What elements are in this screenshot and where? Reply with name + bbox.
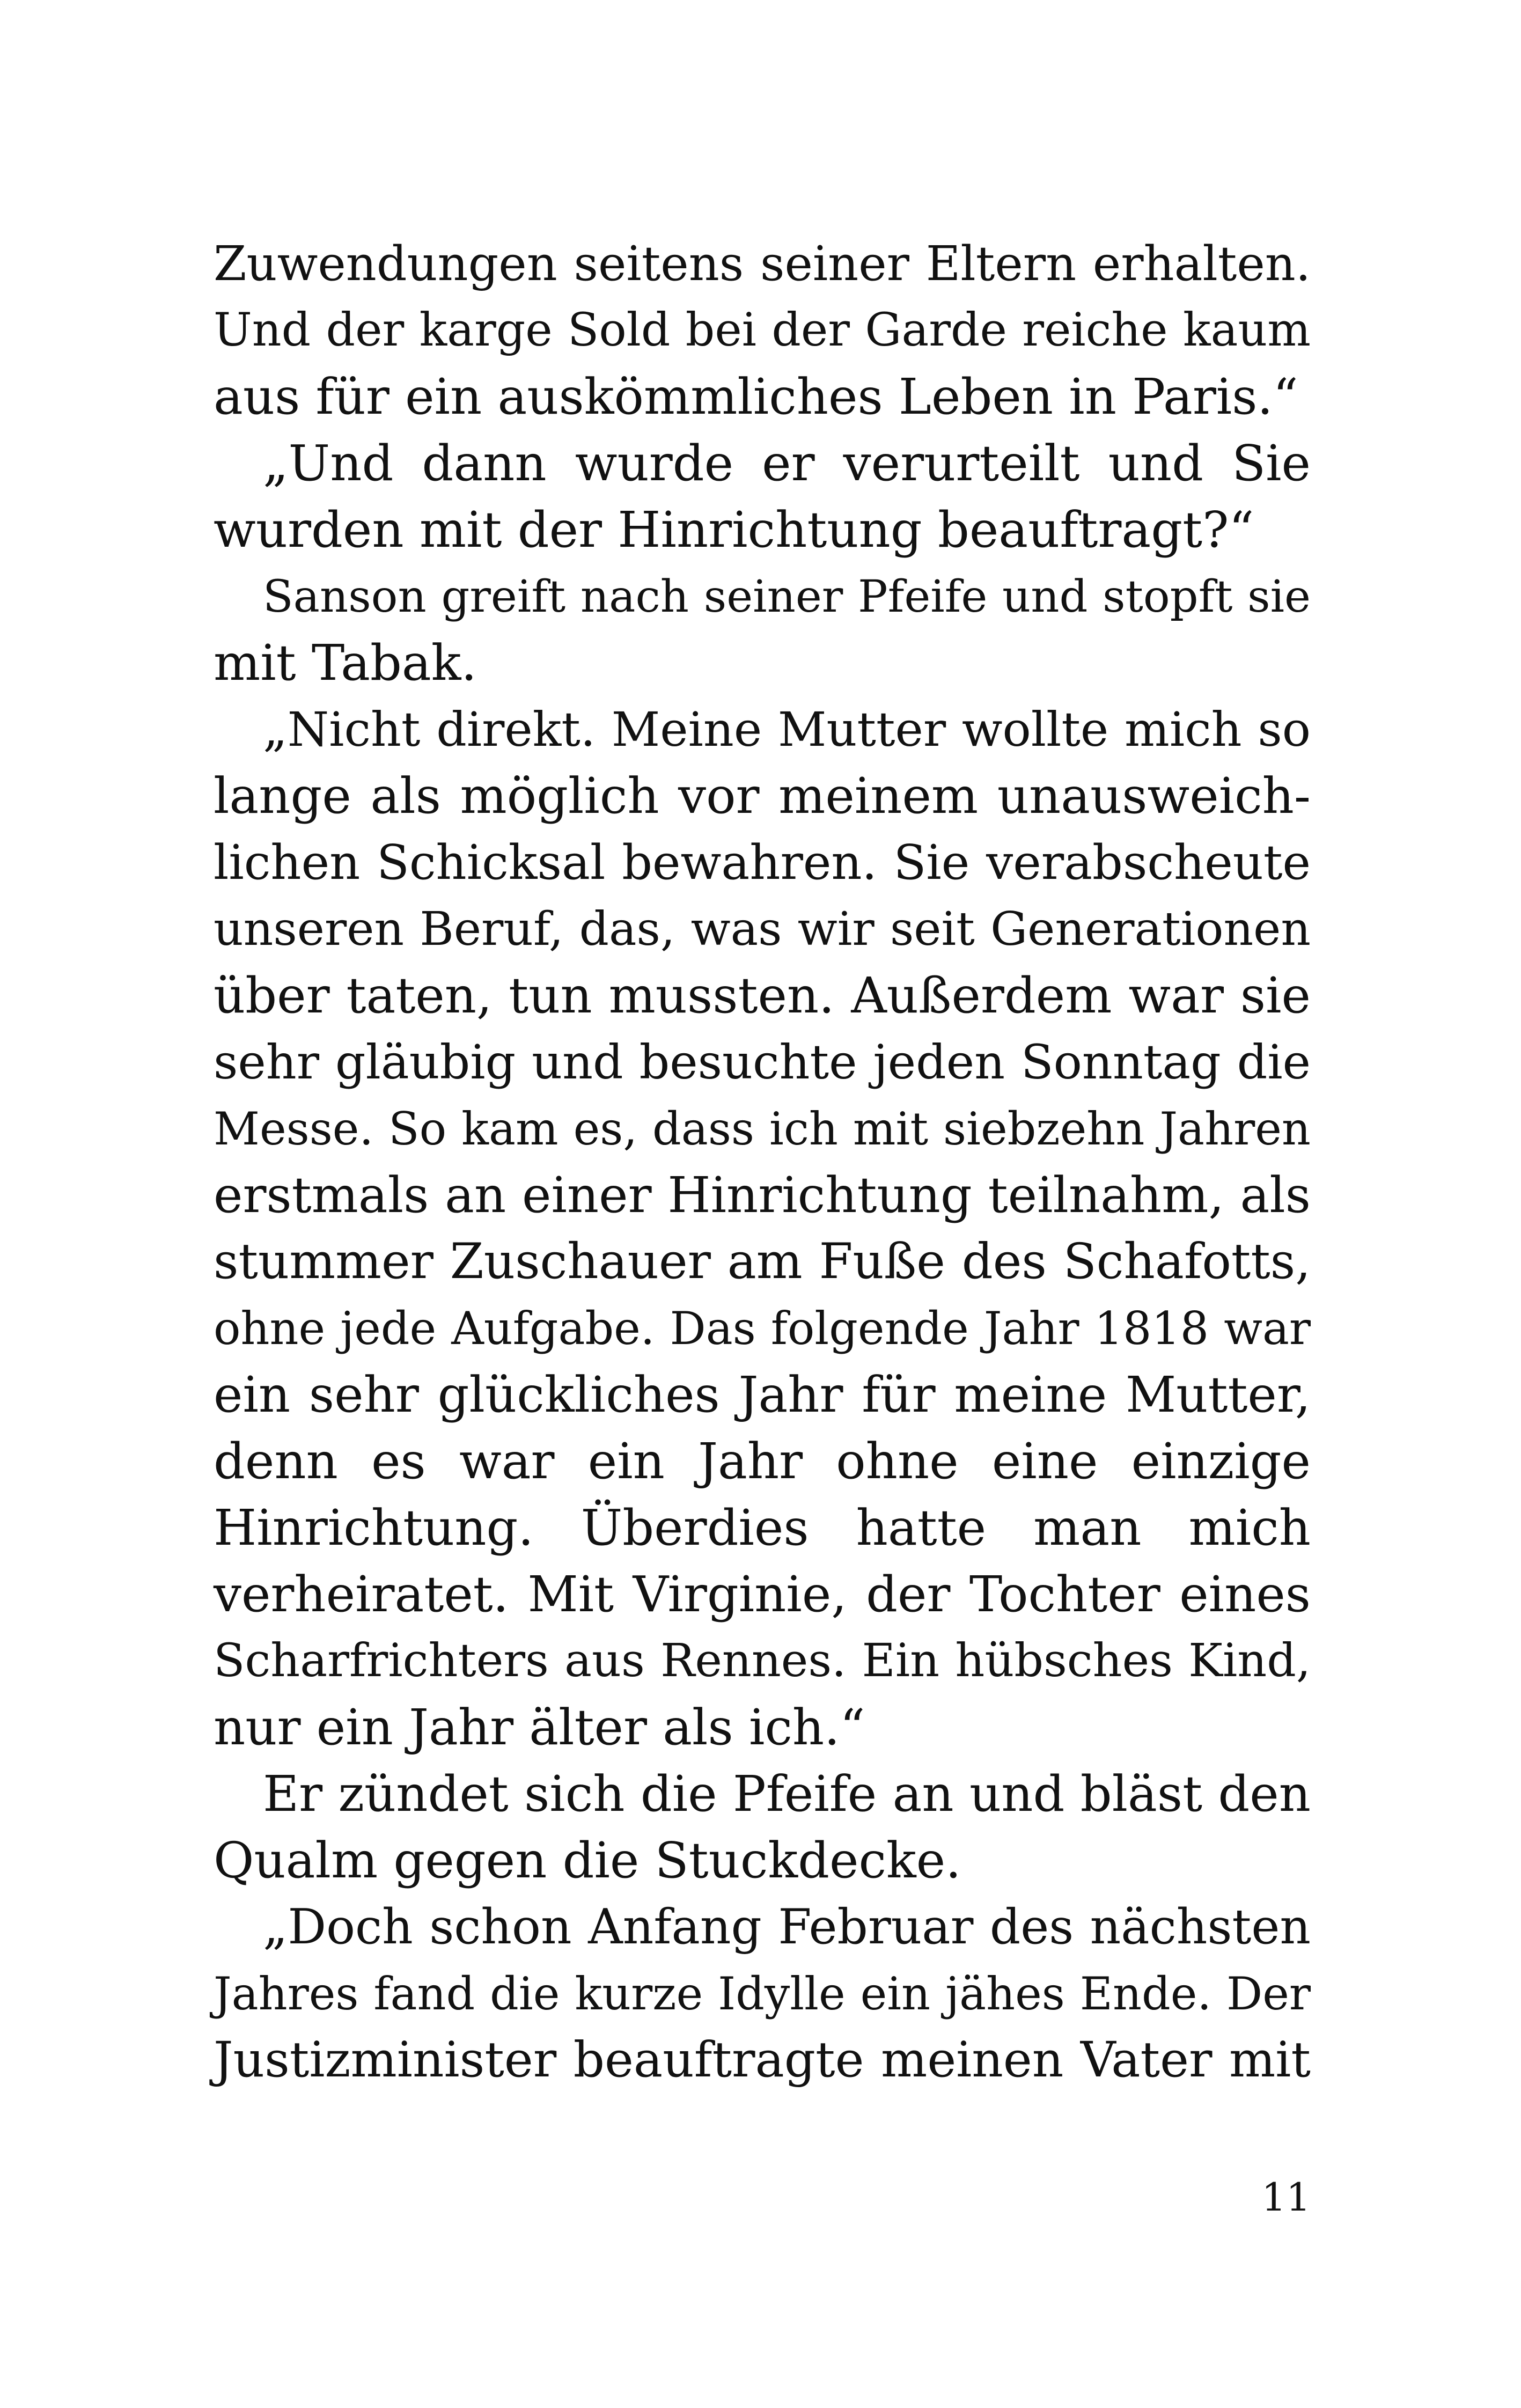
text-line: Hinrichtung. Überdies hatte man mich <box>214 1499 1311 1557</box>
text-line: Scharfrichters aus Rennes. Ein hübsches Kind, <box>214 1634 1311 1687</box>
text-line: sehr gläubig und besuchte jeden Sonntag die <box>214 1034 1311 1090</box>
text-line: „Und dann wurde er verurteilt und Sie <box>263 435 1311 492</box>
text-line: wurden mit der Hinrichtung beauftragt?“ <box>214 501 1254 559</box>
text-line: Qualm gegen die Stuckdecke. <box>214 1832 961 1889</box>
text-line: Er zündet sich die Pfeife an und bläst den <box>263 1765 1311 1823</box>
body-text <box>214 231 1311 2094</box>
text-line: aus für ein auskömmliches Leben in Paris.“ <box>214 368 1298 425</box>
text-line: Jahres fand die kurze Idylle ein jähes Ende. Der <box>214 1967 1311 2020</box>
text-line: lichen Schicksal bewahren. Sie verabscheute <box>214 835 1311 890</box>
text-line: Justizminister beauftragte meinen Vater mit <box>214 2032 1311 2088</box>
text-line: stummer Zuschauer am Fuße des Schafotts, <box>214 1234 1311 1290</box>
text-line: Zuwendungen seitens seiner Eltern erhalten. <box>214 236 1311 291</box>
text-line: verheiratet. Mit Virginie, der Tochter eines <box>214 1566 1311 1623</box>
text-line: über taten, tun mussten. Außerdem war sie <box>214 967 1311 1024</box>
page-number: 11 <box>1261 2175 1311 2220</box>
text-line: lange als möglich vor meinem unausweich- <box>214 767 1311 825</box>
text-line: Sanson greift nach seiner Pfeife und stopft sie <box>263 570 1311 622</box>
text-line: mit Tabak. <box>214 634 477 692</box>
text-line: „Doch schon Anfang Februar des nächsten <box>263 1899 1311 1955</box>
text-line: nur ein Jahr älter als ich.“ <box>214 1699 865 1756</box>
text-line: „Nicht direkt. Meine Mutter wollte mich so <box>263 702 1311 757</box>
text-line: erstmals an einer Hinrichtung teilnahm, als <box>214 1166 1311 1224</box>
text-line: Und der karge Sold bei der Garde reiche kaum <box>214 304 1311 357</box>
text-line: denn es war ein Jahr ohne eine einzige <box>214 1433 1311 1490</box>
text-line: Messe. So kam es, dass ich mit siebzehn Jahren <box>214 1103 1311 1155</box>
text-line: ohne jede Aufgabe. Das folgende Jahr 1818 war <box>214 1302 1311 1355</box>
text-line: ein sehr glückliches Jahr für meine Mutter, <box>214 1366 1311 1423</box>
text-line: unseren Beruf, das, was wir seit Generationen <box>214 902 1311 956</box>
